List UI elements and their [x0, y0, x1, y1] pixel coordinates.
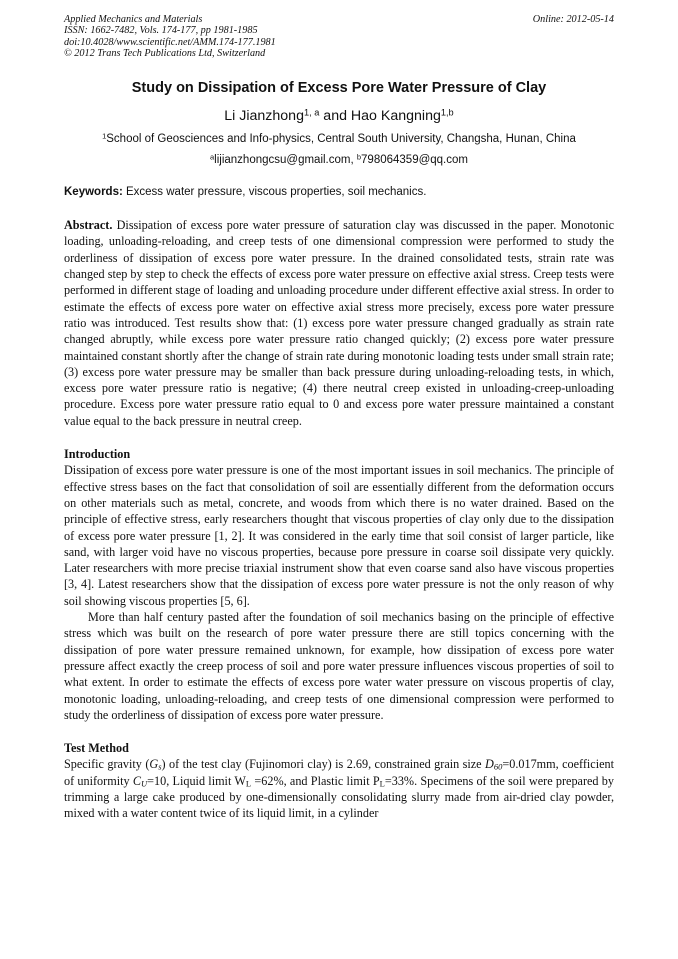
- introduction-heading: Introduction: [64, 447, 131, 462]
- d60-subscript-text: 60: [493, 762, 503, 773]
- copyright-line: © 2012 Trans Tech Publications Ltd, Switzerland: [64, 47, 266, 59]
- email-b-mark: b: [356, 152, 362, 162]
- abstract-text: Dissipation of excess pore water pressure of saturation clay was discussed in the paper. Monotonic loading, unloading-reloading, and creep tests of one dimensional compression were performed to study the orderliness of dissipation of excess pore water pressure. In the drained consolidated tests, strain rate was changed step by step to check the effects of excess pore water pressure on effective axial stress. Creep tests were performed in different stage of loading and unloading procedure under different effective axial stress. In order to estimate the effects of excess pore water on effective axial stress more precisely, excess pore water pressure ratio was introduced. Test results show that: (1) excess pore water pressure changed gradually as strain rate changed abruptly, while excess pore water pressure ratio changed quickly; (2) excess pore water pressure maintained constant shortly after the change of strain rate during monotonic loading tests under small strain rate; (3) excess pore water pressure may be smaller than back pressure during unloading-reloading tests, in which, excess pore water pressure ratio is negative; (4) there neutral creep existed in unloading-creep-unloading procedure. Excess pore water pressure ratio equal to 0 and excess pore water pressure maintained a constant value equal to the back pressure in neutral creep.: [64, 218, 614, 428]
- pl-subscript: L: [379, 778, 385, 789]
- cu-symbol: C: [132, 773, 141, 788]
- affiliation-mark: 1: [102, 131, 107, 141]
- issn-line: ISSN: 1662-7482, Vols. 174-177, pp 1981-1985: [64, 25, 258, 37]
- journal-name: Applied Mechanics and Materials: [64, 14, 203, 25]
- author-conjunction: and: [319, 108, 351, 125]
- d60-symbol: D: [485, 757, 494, 772]
- gs-subscript-text: s: [158, 762, 162, 773]
- author-1: Li Jianzhong: [224, 108, 304, 125]
- journal-header: [64, 14, 614, 59]
- author-line: [64, 107, 614, 125]
- email-a-mark: a: [210, 152, 215, 162]
- email-line: [64, 153, 614, 168]
- author-1-affil-mark: 1, a: [303, 107, 320, 118]
- keywords-text: Excess water pressure, viscous properties, soil mechanics.: [122, 186, 427, 199]
- tm-text-1: Specific gravity (: [64, 757, 150, 772]
- abstract-label: Abstract.: [64, 218, 113, 233]
- author-2-affil-mark: 1,b: [440, 107, 454, 118]
- introduction-paragraph-1: Dissipation of excess pore water pressure is one of the most important issues in soil mechanics. The principle of effective stress bases on the fact that consolidation of soil are essentially different from the deformation occurs on other materials such as metal, concrete, and woods from which there is no water drained. Based on the principle of effective stress, early researchers thought that viscous properties of clay only due to the dissipation of excess pore water pressure [1, 2]. It was considered in the early time that soil consist of larger particle, like sand, with larger void have no viscous properties, because pore pressure in coarse soil dissipate very quickly. Later researchers with more precise triaxial instrument show that even coarse sand also have viscous properties [3, 4]. Latest researchers show that the dissipation of excess pore water pressure is not the only reason of why soil showing viscous properties [5, 6].: [64, 463, 614, 608]
- cu-subscript-text: U: [140, 778, 148, 789]
- wl-subscript: L: [245, 778, 252, 789]
- gs-symbol: G: [149, 757, 159, 772]
- email-b: 798064359@qq.com: [361, 154, 468, 167]
- tm-text-6: =33%. Specimens of the soil were prepared by trimming a large cake produced by one-dimensionally consolidating slurry made from air-dried clay powder, mixed with a water content twice of its liquid limit, in a cylinder: [64, 773, 614, 821]
- introduction-paragraph-2: More than half century pasted after the foundation of soil mechanics basing on the principle of effective stress which was built on the research of pore water pressure there are still topics concerning with the dissipation of pore water pressure remained unknown, for example, how dissipation of excess pore water pressure affect exactly the creep process of soil and pore water pressure influences viscous properties of soil to what extent. In order to estimate the effects of excess pore water water pressure on viscous propertis of clay, monotonic loading, unloading-reloading, and creep tests of one dimensional compression were performed to study the orderliness of dissipation of excess pore water pressure.: [64, 610, 614, 722]
- tm-text-2: ) of the test clay (Fujinomori clay) is 2.69, constrained grain size: [161, 757, 486, 772]
- doi-line: doi:10.4028/www.scientific.net/AMM.174-177.1981: [64, 36, 276, 48]
- author-2: Hao Kangning: [350, 108, 441, 125]
- paper-page: [64, 14, 614, 822]
- abstract-paragraph: [64, 217, 614, 429]
- email-a: lijianzhongcsu@gmail.com,: [214, 154, 357, 167]
- affiliation-text: School of Geosciences and Info-physics, Central South University, Changsha, Hunan, China: [106, 133, 576, 146]
- tm-text-5: =62%, and Plastic limit P: [251, 773, 380, 788]
- test-method-heading: Test Method: [64, 741, 129, 756]
- test-method-paragraph: [64, 756, 614, 821]
- keywords-label: Keywords:: [64, 186, 123, 199]
- online-date: Online: 2012-05-14: [532, 14, 614, 25]
- paper-title: Study on Dissipation of Excess Pore Water Pressure of Clay: [131, 80, 547, 97]
- affiliation-line: [64, 132, 614, 147]
- keywords-line: [64, 185, 614, 200]
- tm-text-4: =10, Liquid limit W: [147, 773, 246, 788]
- tm-text-3: =0.017mm, coefficient of uniformity: [64, 757, 614, 788]
